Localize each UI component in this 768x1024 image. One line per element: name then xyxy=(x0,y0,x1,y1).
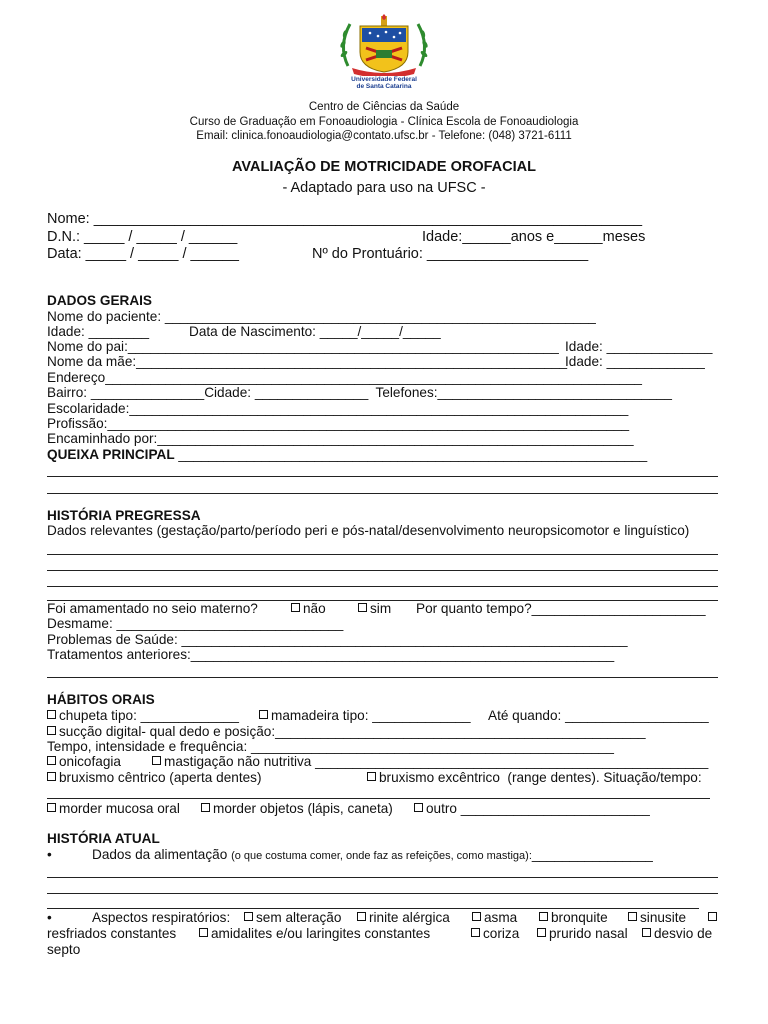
endereco-field[interactable]: Endereço_______________________________________________________________________ xyxy=(47,370,642,385)
nome-field[interactable]: Nome: ____________________________________________________________________ xyxy=(47,211,643,227)
tempo-field[interactable]: Tempo, intensidade e frequência: ________________________________________________ xyxy=(47,739,614,754)
logo-caption xyxy=(328,76,440,90)
prurido-option[interactable] xyxy=(537,926,628,941)
alimentacao-field[interactable] xyxy=(92,847,653,864)
coriza-option[interactable] xyxy=(471,926,519,941)
outro-option[interactable] xyxy=(414,801,650,816)
checkbox-icon[interactable] xyxy=(367,772,376,781)
header-course: Curso de Graduação em Fonoaudiologia - Clínica Escola de Fonoaudiologia xyxy=(189,116,579,128)
checkbox-icon[interactable] xyxy=(537,928,546,937)
checkbox-icon[interactable] xyxy=(47,710,56,719)
sim-label: sim xyxy=(370,601,392,616)
section-historia-pregressa: HISTÓRIA PREGRESSA xyxy=(47,508,201,523)
sem-alteracao-label: sem alteração xyxy=(256,910,342,925)
sinusite-option[interactable] xyxy=(628,910,686,925)
nao-label: não xyxy=(303,601,326,616)
quanto-tempo-field[interactable]: Por quanto tempo?_______________________ xyxy=(416,601,706,616)
blank-line[interactable] xyxy=(47,877,718,878)
coriza-label: coriza xyxy=(483,926,520,941)
logo-line2: de Santa Catarina xyxy=(356,83,412,90)
desmame-field[interactable]: Desmame: ______________________________ xyxy=(47,616,344,631)
morder-mucosa-option[interactable] xyxy=(47,801,180,816)
nome-mae-field[interactable]: Nome da mãe:_________________________________________________________ xyxy=(47,354,568,369)
header-center: Centro de Ciências da Saúde xyxy=(308,101,460,113)
onicofagia-label: onicofagia xyxy=(59,754,121,769)
checkbox-icon[interactable] xyxy=(47,772,56,781)
bruxismo-centrico-option[interactable] xyxy=(47,770,262,785)
idade-pai-field[interactable]: Idade: ______________ xyxy=(565,339,713,354)
septo-label: septo xyxy=(47,942,81,957)
dn-field[interactable]: D.N.: _____ / _____ / ______ xyxy=(47,229,238,245)
mamadeira-label[interactable]: mamadeira tipo: _____________ xyxy=(271,708,471,723)
amidalites-label: amidalites e/ou laringites constantes xyxy=(211,926,431,941)
idade-field[interactable]: Idade:______anos e______meses xyxy=(422,229,646,245)
ate-quando-field[interactable]: Até quando: ___________________ xyxy=(488,708,709,723)
problemas-saude-field[interactable]: Problemas de Saúde: ___________________________________________________________ xyxy=(47,632,628,647)
sinusite-label: sinusite xyxy=(640,910,687,925)
queixa-principal-row[interactable] xyxy=(47,447,647,462)
logo-line1: Universidade Federal xyxy=(351,76,417,83)
desvio-option[interactable] xyxy=(642,926,712,941)
amamentado-nao-option[interactable] xyxy=(291,601,326,616)
morder-objetos-option[interactable] xyxy=(201,801,393,816)
rinite-option[interactable] xyxy=(357,910,450,925)
section-habitos-orais: HÁBITOS ORAIS xyxy=(47,692,155,707)
checkbox-icon[interactable] xyxy=(628,912,637,921)
checkbox-icon[interactable] xyxy=(201,803,210,812)
checkbox-icon[interactable] xyxy=(259,710,268,719)
blank-line[interactable] xyxy=(47,798,710,799)
checkbox-icon[interactable] xyxy=(47,756,56,765)
bullet: • xyxy=(47,910,52,925)
idade-mae-field[interactable]: Idade: _____________ xyxy=(565,354,705,369)
checkbox-icon[interactable] xyxy=(357,912,366,921)
chupeta-option[interactable] xyxy=(47,708,239,723)
bruxismo-centrico-label: bruxismo cêntrico (aperta dentes) xyxy=(59,770,262,785)
bairro-cidade-telefones-field[interactable]: Bairro: _______________Cidade: _______________ Telefones:_______________________________ xyxy=(47,385,672,400)
prurido-label: prurido nasal xyxy=(549,926,628,941)
checkbox-icon[interactable] xyxy=(539,912,548,921)
section-queixa-principal: QUEIXA PRINCIPAL xyxy=(47,447,175,462)
morder-mucosa-label: morder mucosa oral xyxy=(59,801,180,816)
sem-alteracao-option[interactable] xyxy=(244,910,341,925)
checkbox-icon[interactable] xyxy=(244,912,253,921)
bullet: • xyxy=(47,847,52,862)
idade-paciente-field[interactable]: Idade: ________ xyxy=(47,324,150,339)
alimentacao-note: (o que costuma comer, onde faz as refeições, como mastiga): xyxy=(231,850,532,862)
amidalites-option[interactable] xyxy=(199,926,430,941)
blank-line[interactable] xyxy=(47,570,718,571)
tratamentos-field[interactable]: Tratamentos anteriores:________________________________________________________ xyxy=(47,647,615,662)
checkbox-icon[interactable] xyxy=(291,603,300,612)
bronquite-option[interactable] xyxy=(539,910,608,925)
section-dados-gerais: DADOS GERAIS xyxy=(47,293,152,308)
encaminhado-field[interactable]: Encaminhado por:_______________________________________________________________ xyxy=(47,431,634,446)
onicofagia-option[interactable] xyxy=(47,754,121,769)
dados-relevantes-label: Dados relevantes (gestação/parto/período peri e pós-natal/desenvolvimento neuropsicomotor e linguístico) xyxy=(47,523,690,538)
bronquite-label: bronquite xyxy=(551,910,608,925)
page-title: AVALIAÇÃO DE MOTRICIDADE OROFACIAL xyxy=(232,159,536,175)
prontuario-field[interactable]: Nº do Prontuário: ____________________ xyxy=(312,246,589,262)
blank-line[interactable] xyxy=(47,493,718,494)
mamadeira-option[interactable] xyxy=(259,708,471,723)
alimentacao-label: Dados da alimentação xyxy=(92,847,228,862)
blank-line[interactable] xyxy=(47,554,718,555)
outro-label[interactable]: outro _________________________ xyxy=(426,801,650,816)
university-logo xyxy=(328,14,440,98)
succao-option[interactable] xyxy=(47,724,646,739)
data-field[interactable]: Data: _____ / _____ / ______ xyxy=(47,246,239,262)
checkbox-icon[interactable] xyxy=(471,928,480,937)
alimentacao-line[interactable]: ________________ xyxy=(531,847,653,862)
aspectos-respiratorios-label: Aspectos respiratórios: xyxy=(92,910,231,925)
morder-objetos-label: morder objetos (lápis, caneta) xyxy=(213,801,393,816)
checkbox-icon[interactable] xyxy=(708,912,717,921)
mastigacao-option[interactable] xyxy=(152,754,708,769)
profissao-field[interactable]: Profissão:_____________________________________________________________________ xyxy=(47,416,630,431)
bruxismo-excentrico-option[interactable] xyxy=(367,770,702,785)
chupeta-label[interactable]: chupeta tipo: _____________ xyxy=(59,708,239,723)
checkbox-icon[interactable] xyxy=(47,803,56,812)
blank-line[interactable] xyxy=(47,586,718,587)
checkbox-icon[interactable] xyxy=(47,726,56,735)
bruxismo-excentrico-label: bruxismo excêntrico (range dentes). Situação/tempo: xyxy=(379,770,702,785)
section-historia-atual: HISTÓRIA ATUAL xyxy=(47,831,160,846)
amamentado-label: Foi amamentado no seio materno? xyxy=(47,601,258,616)
checkbox-icon[interactable] xyxy=(472,912,481,921)
ufsc-crest-icon xyxy=(328,14,440,76)
resfriados-label: resfriados constantes xyxy=(47,926,177,941)
checkbox-icon[interactable] xyxy=(414,803,423,812)
blank-line[interactable] xyxy=(47,476,718,477)
desvio-label: desvio de xyxy=(654,926,713,941)
blank-line[interactable] xyxy=(47,677,718,678)
checkbox-icon[interactable] xyxy=(642,928,651,937)
asma-label: asma xyxy=(484,910,518,925)
mastigacao-label[interactable]: mastigação não nutritiva ____________________________________________________ xyxy=(164,754,709,769)
checkbox-icon[interactable] xyxy=(358,603,367,612)
escolaridade-field[interactable]: Escolaridade:__________________________________________________________________ xyxy=(47,401,629,416)
header-contact: Email: clinica.fonoaudiologia@contato.ufsc.br - Telefone: (048) 3721-6111 xyxy=(196,130,572,142)
queixa-principal-line[interactable]: ______________________________________________________________ xyxy=(174,447,648,462)
blank-line[interactable] xyxy=(47,893,718,894)
asma-option[interactable] xyxy=(472,910,517,925)
resfriados-checkbox[interactable] xyxy=(708,910,720,925)
checkbox-icon[interactable] xyxy=(199,928,208,937)
page-subtitle: - Adaptado para uso na UFSC - xyxy=(282,180,486,196)
amamentado-sim-option[interactable] xyxy=(358,601,391,616)
rinite-label: rinite alérgica xyxy=(369,910,450,925)
checkbox-icon[interactable] xyxy=(152,756,161,765)
nome-pai-field[interactable]: Nome do pai:_________________________________________________________ xyxy=(47,339,559,354)
nome-paciente-field[interactable]: Nome do paciente: _________________________________________________________ xyxy=(47,309,596,324)
data-nascimento-field[interactable]: Data de Nascimento: _____/_____/_____ xyxy=(189,324,441,339)
blank-line[interactable] xyxy=(47,908,699,909)
succao-label[interactable]: sucção digital- qual dedo e posição:_________________________________________________ xyxy=(59,724,646,739)
